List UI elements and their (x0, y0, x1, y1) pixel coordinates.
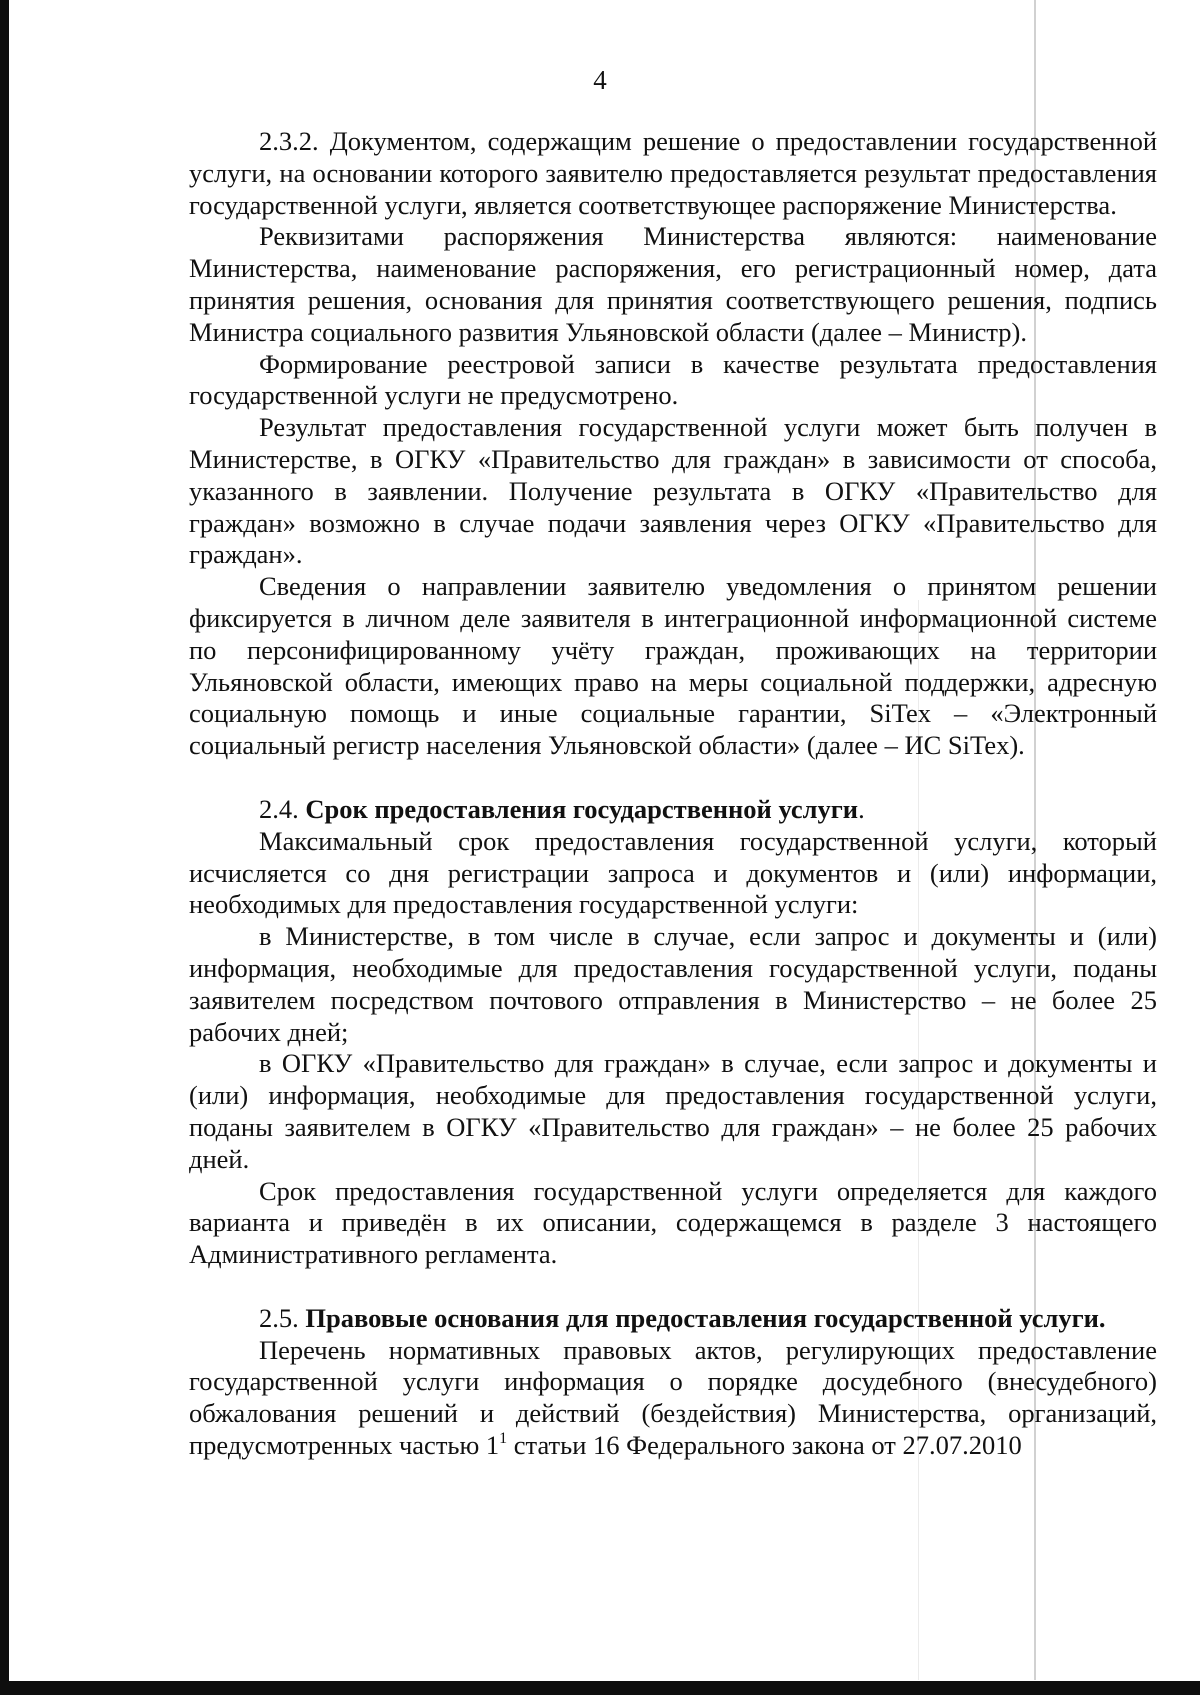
paragraph-term-ogku: в ОГКУ «Правительство для граждан» в случае, если запрос и документы и (или) информация, необходимые для предоставления государственной услуги, поданы заявителем в ОГКУ «Правительство для граждан» – не более 25 рабочих дней. (189, 1048, 1157, 1174)
superscript: 1 (499, 1430, 508, 1448)
section-heading-2-4 (189, 794, 1157, 826)
document-body (189, 126, 1157, 1462)
section-gap (189, 762, 1157, 794)
section-heading-2-5 (189, 1303, 1157, 1335)
section-title: Срок предоставления государственной услуги (305, 793, 859, 824)
section-number: 2.5. (259, 1302, 299, 1333)
paragraph-term-ministry: в Министерстве, в том числе в случае, если запрос и документы и (или) информация, необходимые для предоставления государственной услуги, поданы заявителем посредством почтового отправления в Министерство – не более 25 рабочих дней; (189, 921, 1157, 1047)
section-title: Правовые основания для предоставления государственной услуги. (305, 1302, 1106, 1333)
section-number: 2.4. (259, 793, 299, 824)
page-number: 4 (593, 65, 607, 95)
paragraph-legal-acts (189, 1335, 1157, 1462)
paragraph-registry-record: Формирование реестровой записи в качестве результата предоставления государственной услуги не предусмотрено. (189, 348, 1157, 411)
paragraph-requisites: Реквизитами распоряжения Министерства являются: наименование Министерства, наименование распоряжения, его регистрационный номер, дата принятия решения, основания для принятия соответствующего решения, подпись Министра социального развития Ульяновской области (далее – Министр). (189, 221, 1157, 347)
section-gap (189, 1271, 1157, 1303)
scan-bottom-edge (0, 1681, 1200, 1695)
paragraph-result-receipt: Результат предоставления государственной услуги может быть получен в Министерстве, в ОГКУ «Правительство для граждан» в зависимости от способа, указанного в заявлении. Получение результата в ОГКУ «Правительство для граждан» возможно в случае подачи заявления через ОГКУ «Правительство для граждан». (189, 412, 1157, 570)
paragraph-notification-info: Сведения о направлении заявителю уведомления о принятом решении фиксируется в личном деле заявителя в интеграционной информационной системе по персонифицированному учёту граждан, проживающих на территории Ульяновской области, имеющих право на меры социальной поддержки, адресную социальную помощь и иные социальные гарантии, SiTex – «Электронный социальный регистр населения Ульяновской области» (далее – ИС SiTex). (189, 571, 1157, 761)
paragraph-2-3-2: 2.3.2. Документом, содержащим решение о предоставлении государственной услуги, на основании которого заявителю предоставляется результат предоставления государственной услуги, является соответствующее распоряжение Министерства. (189, 126, 1157, 220)
scan-left-edge (0, 0, 9, 1695)
paragraph-legal-acts-tail: статьи 16 Федерального закона от 27.07.2010 (507, 1430, 1022, 1461)
paragraph-term-variants: Срок предоставления государственной услуги определяется для каждого варианта и приведён в их описании, содержащемся в разделе 3 настоящего Административного регламента. (189, 1175, 1157, 1270)
paragraph-max-term: Максимальный срок предоставления государственной услуги, который исчисляется со дня регистрации запроса и документов и (или) информации, необходимых для предоставления государственной услуги: (189, 825, 1157, 920)
paragraph-legal-acts-text: Перечень нормативных правовых актов, регулирующих предоставление государственной услуги информация о порядке досудебного (внесудебного) обжалования решений и действий (бездействия) Министерства, организаций, предусмотренных частью 1 (189, 1334, 1157, 1461)
section-title-dot: . (858, 793, 865, 824)
